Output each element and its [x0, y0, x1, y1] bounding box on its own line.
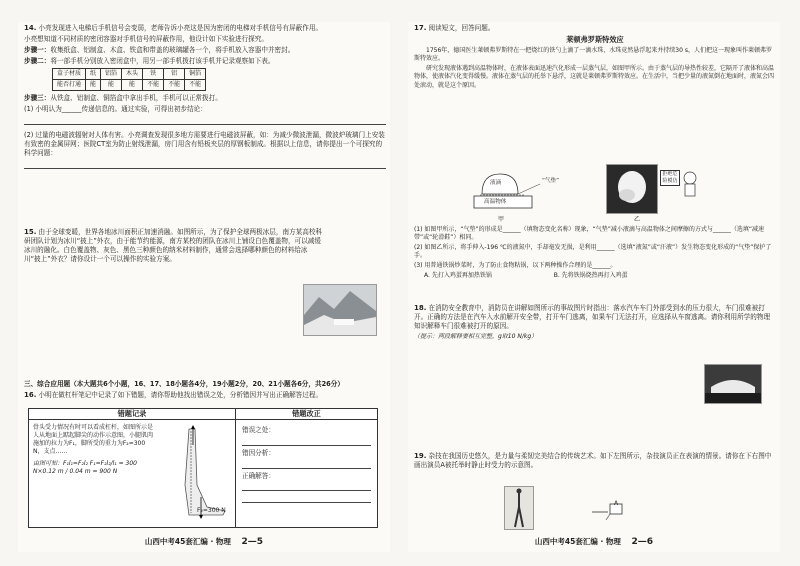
table-row — [53, 69, 206, 80]
table-cell: 铝箔 — [101, 69, 122, 80]
step-text: 将一部手机分别放入密闭盒中，用另一部手机拨打该手机并记录观察如下表。 — [50, 57, 275, 66]
table-row — [53, 80, 206, 91]
question-18 — [414, 304, 776, 343]
table-cell: 能否打通 — [53, 80, 86, 91]
question-14 — [24, 24, 386, 172]
page-number: 2—6 — [631, 536, 654, 547]
table-cell: 铜箔 — [185, 69, 206, 80]
footer-title: 山西中考45套汇编 · 物理 — [144, 536, 231, 546]
sub-question-2: (2) 如图乙所示，将手伸入-196 ℃的液氮中，手却毫发无损，是利用______（选填“液氮”或“汗液”）发生物态变化形成的“气垫”保护了手。 — [414, 244, 772, 260]
page-number: 2—5 — [241, 536, 264, 547]
question-number: 18. — [414, 304, 427, 312]
section-heading: 三、综合应用题（本大题共6个小题，16、17、18小题各4分，19小题2分，20、21小题各6分，共26分） — [24, 380, 344, 388]
option-b[interactable]: B. 先将铁锅烧热再打入鸡蛋 — [553, 272, 628, 280]
warning-sign: 拒绝危险模仿 — [660, 170, 680, 186]
error-record-panel — [29, 409, 236, 527]
step-label: 步骤一： — [24, 46, 51, 55]
table-cell: 能 — [122, 80, 143, 91]
error-text: 骨头受力情况有时可以看成杠杆，如图所示是人从地面上踮起脚尖的动作示意图，小腿肌肉施加的拉力为F₁，脚所受的重力为F₂=300 N，支点…… — [33, 423, 154, 455]
results-table — [52, 68, 206, 91]
question-text: 阅读短文，回答问题。 — [428, 24, 495, 32]
table-cell: 铝 — [164, 69, 185, 80]
table-cell: 不能 — [164, 80, 185, 91]
question-17-subs — [414, 226, 776, 283]
question-text: 小明在做杠杆笔记中记录了如下错题，请你帮助他找出错误之处，分析错因并写出正确解答过程。 — [38, 390, 323, 399]
answer-line[interactable] — [242, 494, 371, 503]
figure-caption: 乙 — [634, 216, 641, 223]
fix-label: 正确解答： — [242, 471, 275, 480]
question-19 — [414, 452, 776, 472]
panel-heading: 错题改正 — [236, 409, 377, 420]
fix-label: 错因分析： — [242, 448, 275, 457]
table-cell: 不能 — [143, 80, 164, 91]
step-text: 收集纸盒、铝制盒、木盒、铁盒和带盖的玻璃罐各一个，将手机放入容器中并密封。 — [50, 46, 295, 55]
sub-question-3: (3) 用普通铁锅炒菜时，为了防止食物粘锅，以下两种操作合理的是______。 — [414, 262, 617, 270]
essay-title: 莱顿弗罗斯特效应 — [566, 35, 624, 45]
q16-answer-box — [28, 408, 378, 528]
figure-label: 液滴 — [490, 180, 502, 186]
fix-label: 错误之处： — [242, 425, 275, 434]
right-page — [408, 22, 780, 552]
error-work: 由图可知：F₁l₁=F₂l₂ F₁=F₂l₂/l₁ = 300 N×0.12 m / 0.04 m = 900 N — [33, 460, 137, 476]
answer-line[interactable] — [242, 482, 371, 491]
submerged-car-photo — [704, 364, 762, 404]
figure-jia — [468, 166, 578, 216]
sub-question-1: (1) 如图甲所示，“气垫”的形成是______（填物态变化名称）现象，“气垫”减小液滴与高温物体之间摩擦的方式与______（选填“减速带”或“轮滑鞋”）相同。 — [414, 226, 764, 242]
figure-caption: 甲 — [498, 216, 505, 223]
question-15 — [24, 228, 386, 266]
answer-line[interactable] — [24, 160, 386, 169]
answer-line[interactable] — [24, 116, 386, 125]
essay-paragraph: 研究发现液体遇到高温物体时，在液体表面迅速汽化形成一层蒸气层，如图甲所示。由于蒸气层的导热性较差，它隔开了液体和高温物体，使液体汽化变得缓慢。液体在蒸气层的托举下悬浮，这就是莱顿弗罗斯特效应。在生活中，当把少量的液氮倒在地面时，液氮会四处滚动，就是这个原因。 — [414, 65, 775, 89]
table-cell: 盒子材质 — [53, 69, 86, 80]
answer-line[interactable] — [242, 460, 371, 469]
question-text: 杂技在我国历史悠久，是力量与柔韧完美结合的传统艺术。如下左图所示，杂技演员正在表演的情景。请你在下右图中画出演员A被托举时静止时受力的示意图。 — [414, 452, 772, 470]
page-footer — [18, 536, 390, 548]
table-cell: 能 — [101, 80, 122, 91]
page-footer — [408, 536, 780, 548]
question-hint: （提示：两段解释要相互完整，g取10 N/kg） — [414, 333, 538, 341]
question-text: 小亮发现进入电梯后手机信号会变弱，老师告诉小亮这是因为密闭的电梯对手机信号有屏蔽作用。 — [38, 24, 323, 32]
answer-line[interactable] — [242, 437, 371, 446]
panel-heading: 错题记录 — [29, 409, 235, 420]
table-cell: 纸 — [86, 69, 101, 80]
step-label: 步骤二： — [24, 57, 51, 66]
question-text: 由于全球变暖，世界各地冰川面积正加速消融。如图所示，为了保护全球两极冰层，南方某高校科研团队计划为冰川“披上”外衣，由于能节约能源，南方某校的团队在冰川上铺设白色覆盖物，可以减缓冰川的融化。白色覆盖物、灰色、黑色三种颜色的纳米材料制作，通常会选择哪种颜色的材料给冰川“披上”外衣？请你设计一个可以操作的实验方案。 — [24, 228, 323, 264]
table-cell: 铁 — [143, 69, 164, 80]
acrobat-photo — [504, 486, 534, 530]
option-a[interactable]: A. 先打入鸡蛋再加热铁锅 — [424, 272, 492, 280]
footer-title: 山西中考45套汇编 · 物理 — [534, 536, 621, 546]
left-page — [18, 22, 390, 552]
sub-question-2: (2) 过量的电磁波辐射对人体有害。小亮调查发现很多地方需要进行电磁波屏蔽，如：为减少微波泄漏，微波炉玻璃门上安装有致密的金属屏网；医院CT室为防止射线泄漏，房门用含有铅板夹层的厚钢板制成。根据以上信息，请你提出一个可探究的科学问题： — [24, 131, 385, 157]
question-number: 16. — [24, 390, 37, 399]
liquid-nitrogen-photo — [606, 164, 658, 214]
figure-label: 高温物体 — [484, 199, 507, 205]
step-label: 步骤三： — [24, 94, 51, 103]
cartoon-figure — [680, 170, 700, 200]
question-number: 17. — [414, 24, 427, 32]
table-cell: 能 — [86, 80, 101, 91]
table-cell: 木头 — [122, 69, 143, 80]
question-17 — [414, 24, 776, 92]
question-text: 在消防安全教育中，消防员在讲解如图所示的事故图片时指出：落水汽车车门外部受到水的压力很大，车门很难被打开。正确的方法是在汽车入水前解开安全带，打开车门逃离，如果车门无法打开，应选择从车窗逃离。请你利用所学的物理知识解释车门很难被打开的原因。 — [414, 304, 771, 331]
section-3 — [24, 380, 386, 402]
glacier-photo — [303, 284, 377, 336]
question-number: 14. — [24, 24, 37, 32]
force-label: F₂=300 N — [197, 507, 226, 514]
essay-paragraph: 1756年，德国医生莱顿弗罗斯特在一把烧红的铁勺上滴了一滴水珠，水珠竟然悬浮起来并持续30 s，人们把这一现象叫作莱顿弗罗斯特效应。 — [414, 47, 772, 63]
question-number: 19. — [414, 452, 427, 460]
object-label: A — [614, 500, 619, 507]
sub-question-1: (1) 小明认为______传递信息的。通过实验，可得出初步结论： — [24, 105, 207, 114]
error-fix-panel — [236, 409, 377, 527]
force-diagram-blank[interactable] — [588, 494, 628, 522]
step-text: 从铁盒、铝制盒、铜箔盒中拿出手机，手机可以正常拨打。 — [50, 94, 222, 103]
question-text: 小亮想知道不同材质的密闭容器对手机信号的屏蔽作用，他设计如下实验进行探究。 — [24, 35, 268, 44]
figure-label: “气垫” — [542, 178, 559, 184]
question-number: 15. — [24, 228, 37, 236]
table-cell: 不能 — [185, 80, 206, 91]
